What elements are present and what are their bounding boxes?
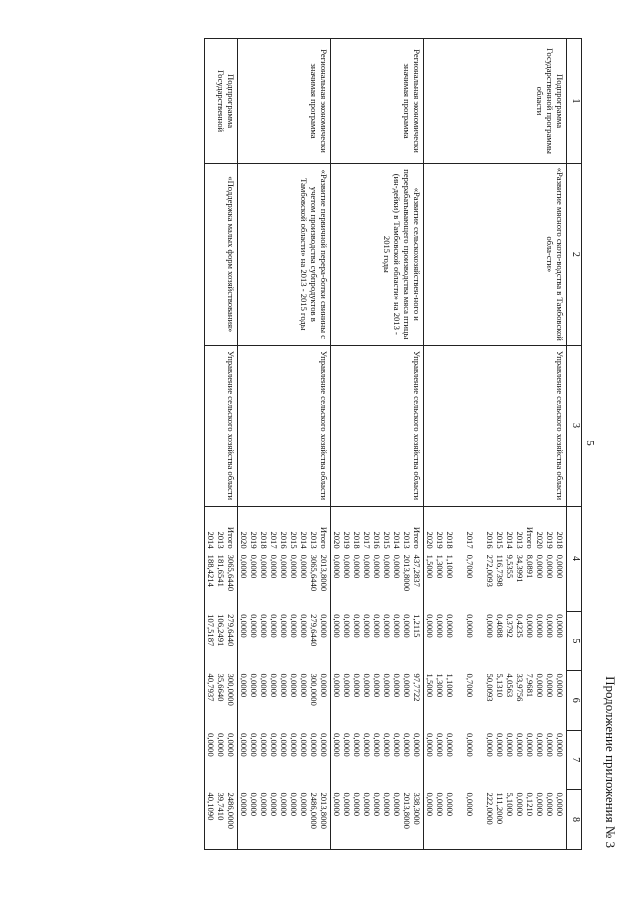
federal-cell: 0,0000 [382, 614, 392, 638]
column-number-row [567, 39, 582, 850]
year-cell: 2014 [206, 531, 216, 549]
total-cell: 0,0000 [239, 554, 249, 579]
local-cell: 0,0000 [299, 733, 309, 757]
other-cell: 338,3000 [412, 792, 422, 825]
federal-cell: 0,0000 [299, 614, 309, 638]
executor-cell: Управление сельского хозяйства области [331, 345, 424, 506]
program-name-cell: «Развитие мясного ското-водства в Тамбовской обла-сти» [424, 164, 567, 345]
federal-cell: 107,5187 [206, 614, 216, 647]
total-cell: 0,0000 [382, 554, 392, 579]
year-cell: 2020 [535, 531, 545, 549]
local-cell: 0,0000 [545, 733, 555, 757]
total-cell: 0,0000 [535, 554, 545, 579]
year-cell: 2014 [392, 531, 402, 549]
local-cell-stack [238, 730, 331, 789]
regional-cell: 97,7722 [412, 673, 422, 702]
other-cell: 0,0000 [555, 792, 565, 817]
year-cell: 2015 [495, 531, 505, 549]
regional-cell: 0,0000 [392, 673, 402, 698]
other-cell: 2013,8000 [319, 792, 329, 829]
page-number: 5 [584, 440, 596, 446]
local-cell-stack [424, 730, 567, 789]
local-cell: 0,0000 [249, 733, 259, 757]
total-cell: 0,0000 [299, 554, 309, 579]
total-cell: 0,0000 [555, 554, 565, 579]
federal-cell: 279,6440 [309, 614, 319, 647]
year-cell: 2018 [555, 531, 565, 549]
other-cell: 0,0000 [535, 792, 545, 817]
total-cell: 8,0891 [525, 554, 535, 579]
year-cell: 2013 [216, 531, 226, 549]
column-header-6: 6 [567, 671, 582, 730]
local-cell: 0,0000 [402, 733, 412, 757]
other-cell: 222,0000 [485, 792, 495, 825]
regional-cell: 0,0000 [382, 673, 392, 698]
local-cell: 0,0000 [435, 733, 445, 757]
program-name-cell: «Развитие первичной перера-ботки свинины с учетом производства субпродуктов в Тамбовской области» на 2013 - 2015 годы [238, 164, 331, 345]
local-cell: 0,0000 [362, 733, 372, 757]
regional-cell: 0,0000 [269, 673, 279, 698]
regional-cell: 1,5000 [425, 673, 435, 698]
other-cell: 0,0000 [239, 792, 249, 817]
local-cell: 0,0000 [505, 733, 515, 757]
local-cell: 0,0000 [239, 733, 249, 757]
other-cell: 0,1210 [525, 792, 535, 817]
total-cell: 0,0000 [545, 554, 555, 579]
regional-cell: 7,9681 [525, 673, 535, 698]
year-cell: Итого [319, 526, 329, 549]
local-cell: 0,0000 [425, 733, 435, 757]
federal-cell: 0,0000 [372, 614, 382, 638]
total-cell: 3065,6440 [226, 554, 236, 592]
local-cell: 0,0000 [485, 733, 495, 757]
local-cell: 0,0000 [342, 733, 352, 757]
total-cell: 0,0000 [259, 554, 269, 579]
year-cell: 2017 [362, 531, 372, 549]
federal-cell: 1,2115 [412, 614, 422, 638]
regional-cell: 0,0000 [259, 673, 269, 698]
regional-cell: 0,0000 [555, 673, 565, 698]
year-cell: Итого [525, 526, 535, 549]
federal-cell: 0,4235 [515, 614, 525, 638]
federal-cell: 0,0000 [259, 614, 269, 638]
federal-cell: 0,3792 [505, 614, 515, 638]
total-cell: 0,0000 [352, 554, 362, 579]
year-cell: 2016 [372, 531, 382, 549]
local-cell: 0,0000 [525, 733, 535, 757]
federal-cell-stack [205, 611, 238, 670]
regional-cell: 0,0000 [289, 673, 299, 698]
local-cell: 0,0000 [259, 733, 269, 757]
program-name-cell: «Поддержка малых форм хозяйствования» [205, 164, 238, 345]
federal-cell: 0,0000 [445, 614, 455, 638]
year-cell: 2014 [299, 531, 309, 549]
appendix-heading: Продолжение приложения № 3 [603, 676, 618, 848]
other-cell: 0,0000 [372, 792, 382, 817]
total-cell: 0,0000 [279, 554, 289, 579]
regional-cell: 40,7937 [206, 673, 216, 702]
federal-cell [455, 614, 465, 667]
year-cell: 2016 [485, 531, 495, 549]
local-cell: 0,0000 [332, 733, 342, 757]
other-cell: 5,1000 [505, 792, 515, 817]
federal-cell: 0,0000 [362, 614, 372, 638]
regional-cell: 1,3000 [435, 673, 445, 698]
executor-cell: Управление сельского хозяйства области [424, 345, 567, 506]
other-cell: 2486,0000 [309, 792, 319, 829]
federal-cell: 0,0000 [319, 614, 329, 638]
local-cell [475, 733, 485, 786]
local-cell: 0,0000 [319, 733, 329, 757]
budget-table [204, 38, 582, 850]
total-cell: 0,0000 [392, 554, 402, 579]
year-cell: 2014 [505, 531, 515, 549]
regional-cell: 0,7000 [465, 673, 475, 698]
regional-cell: 0,0000 [239, 673, 249, 698]
other-cell: 40,1090 [206, 792, 216, 821]
other-cell: 0,0000 [425, 792, 435, 817]
rotated-content [98, 38, 618, 868]
federal-cell: 0,0000 [535, 614, 545, 638]
program-type-cell: Подпрограмма Государственной программы области [424, 39, 567, 164]
federal-cell: 0,4088 [495, 614, 505, 638]
other-cell: 0,0000 [289, 792, 299, 817]
total-cell: 0,0000 [289, 554, 299, 579]
year-cell [455, 510, 465, 549]
local-cell: 0,0000 [309, 733, 319, 757]
total-cell: 0,0000 [342, 554, 352, 579]
total-cell: 2013,8000 [319, 554, 329, 592]
local-cell: 0,0000 [269, 733, 279, 757]
year-cell: 2020 [425, 531, 435, 549]
federal-cell: 279,6440 [226, 614, 236, 647]
other-cell-stack [238, 789, 331, 849]
federal-cell: 0,0000 [545, 614, 555, 638]
program-block-row [424, 39, 567, 850]
federal-cell: 0,0000 [425, 614, 435, 638]
year-cell: 2019 [249, 531, 259, 549]
local-cell: 0,0000 [279, 733, 289, 757]
local-cell-stack [205, 730, 238, 789]
other-cell-stack [205, 789, 238, 849]
federal-cell: 0,0000 [239, 614, 249, 638]
total-cell: 1,5000 [425, 554, 435, 579]
regional-cell: 0,0000 [319, 673, 329, 698]
total-cell-stack [205, 552, 238, 611]
program-type-cell: Региональная экономически значимая программа [331, 39, 424, 164]
year-cell [475, 510, 485, 549]
local-cell: 0,0000 [412, 733, 422, 757]
local-cell: 0,0000 [216, 733, 226, 757]
local-cell: 0,0000 [352, 733, 362, 757]
other-cell [455, 792, 465, 846]
column-header-5: 5 [567, 611, 582, 670]
other-cell: 0,0000 [545, 792, 555, 817]
regional-cell-stack [205, 671, 238, 730]
other-cell: 0,0000 [269, 792, 279, 817]
federal-cell [475, 614, 485, 667]
total-cell [475, 555, 485, 608]
total-cell: 116,7398 [495, 554, 505, 587]
total-cell: 181,6541 [216, 554, 226, 587]
year-cell: 2019 [435, 531, 445, 549]
federal-cell: 0,0000 [392, 614, 402, 638]
federal-cell: 0,0000 [249, 614, 259, 638]
local-cell: 0,0000 [289, 733, 299, 757]
regional-cell: 0,0000 [249, 673, 259, 698]
regional-cell [455, 674, 465, 727]
total-cell: 3065,6440 [309, 554, 319, 592]
total-cell: 0,0000 [372, 554, 382, 579]
program-name-cell: «Развитие сельскохозяйствен-ного и перерабатывающего производства мяса птицы (ин-дейки) в Тамбовской области» на 2013 - 2015 годы [331, 164, 424, 345]
regional-cell: 0,0000 [352, 673, 362, 698]
year-cell: 2019 [545, 531, 555, 549]
other-cell-stack [424, 789, 567, 849]
column-header-2: 2 [567, 164, 582, 345]
regional-cell-stack [331, 671, 424, 730]
local-cell [455, 733, 465, 786]
total-cell: 34,3991 [515, 554, 525, 583]
year-cell: 2018 [445, 531, 455, 549]
local-cell: 0,0000 [495, 733, 505, 757]
local-cell: 0,0000 [535, 733, 545, 757]
regional-cell: 0,0000 [402, 673, 412, 698]
other-cell: 0,0000 [352, 792, 362, 817]
total-cell: 0,0000 [269, 554, 279, 579]
regional-cell: 0,0000 [372, 673, 382, 698]
year-cell: 2013 [515, 531, 525, 549]
regional-cell: 0,0000 [362, 673, 372, 698]
federal-cell: 0,0000 [555, 614, 565, 638]
total-cell: 0,0000 [249, 554, 259, 579]
other-cell: 0,0000 [259, 792, 269, 817]
year-cell-stack [205, 506, 238, 552]
local-cell: 0,0000 [382, 733, 392, 757]
other-cell: 0,0000 [362, 792, 372, 817]
regional-cell: 4,0563 [505, 673, 515, 698]
other-cell: 111,2000 [495, 792, 505, 825]
federal-cell: 0,0000 [342, 614, 352, 638]
total-cell-stack [238, 552, 331, 611]
federal-cell-stack [331, 611, 424, 670]
regional-cell: 300,0000 [309, 673, 319, 706]
year-cell: 2018 [352, 531, 362, 549]
local-cell: 0,0000 [226, 733, 236, 757]
federal-cell: 0,0000 [402, 614, 412, 638]
federal-cell: 0,0000 [269, 614, 279, 638]
federal-cell: 0,0000 [525, 614, 535, 638]
total-cell: 9,5355 [505, 554, 515, 579]
other-cell [475, 792, 485, 846]
regional-cell-stack [238, 671, 331, 730]
regional-cell-stack [424, 671, 567, 730]
regional-cell: 0,0000 [279, 673, 289, 698]
total-cell-stack [424, 552, 567, 611]
other-cell: 0,0000 [299, 792, 309, 817]
regional-cell: 1,1000 [445, 673, 455, 698]
other-cell: 0,0000 [465, 792, 475, 817]
year-cell: 2013 [402, 531, 412, 549]
federal-cell: 0,0000 [485, 614, 495, 638]
year-cell: Итого [412, 526, 422, 549]
regional-cell: 300,0000 [226, 673, 236, 706]
column-header-8: 8 [567, 789, 582, 849]
total-cell-stack [331, 552, 424, 611]
regional-cell: 0,0000 [299, 673, 309, 698]
year-cell: 2015 [382, 531, 392, 549]
regional-cell: 35,6640 [216, 673, 226, 702]
year-cell: 2013 [309, 531, 319, 549]
year-cell: 2020 [332, 531, 342, 549]
year-cell: 2017 [269, 531, 279, 549]
local-cell: 0,0000 [515, 733, 525, 757]
total-cell: 2013,8000 [402, 554, 412, 592]
other-cell: 0,0000 [515, 792, 525, 817]
year-cell-stack [424, 506, 567, 552]
regional-cell: 0,0000 [342, 673, 352, 698]
other-cell: 0,0000 [249, 792, 259, 817]
year-cell: 2019 [342, 531, 352, 549]
total-cell: 437,2837 [412, 554, 422, 587]
total-cell: 0,0000 [362, 554, 372, 579]
regional-cell: 0,0000 [545, 673, 555, 698]
year-cell: 2018 [259, 531, 269, 549]
other-cell: 2013,8000 [402, 792, 412, 829]
federal-cell: 0,0000 [435, 614, 445, 638]
regional-cell: 0,0000 [535, 673, 545, 698]
year-cell-stack [331, 506, 424, 552]
regional-cell: 0,0000 [332, 673, 342, 698]
federal-cell: 0,0000 [352, 614, 362, 638]
total-cell: 0,7000 [465, 554, 475, 579]
federal-cell: 0,0000 [332, 614, 342, 638]
column-header-1: 1 [567, 39, 582, 164]
program-block-row [331, 39, 424, 850]
total-cell: 188,4214 [206, 554, 216, 587]
year-cell-stack [238, 506, 331, 552]
federal-cell: 0,0000 [465, 614, 475, 638]
other-cell: 0,0000 [279, 792, 289, 817]
regional-cell: 50,0093 [485, 673, 495, 702]
local-cell: 0,0000 [206, 733, 216, 757]
year-cell: 2015 [289, 531, 299, 549]
total-cell: 1,3000 [435, 554, 445, 579]
total-cell [455, 555, 465, 608]
program-type-cell: Региональная экономически значимая программа [238, 39, 331, 164]
regional-cell: 33,9756 [515, 673, 525, 702]
other-cell: 0,0000 [445, 792, 455, 817]
local-cell: 0,0000 [392, 733, 402, 757]
local-cell: 0,0000 [372, 733, 382, 757]
other-cell: 0,0000 [382, 792, 392, 817]
other-cell: 0,0000 [435, 792, 445, 817]
local-cell: 0,0000 [555, 733, 565, 757]
federal-cell: 106,2491 [216, 614, 226, 647]
local-cell-stack [331, 730, 424, 789]
federal-cell-stack [424, 611, 567, 670]
year-cell: 2017 [465, 531, 475, 549]
year-cell: Итого [226, 526, 236, 549]
federal-cell-stack [238, 611, 331, 670]
program-type-cell: Подпрограмма Государственной [205, 39, 238, 164]
column-header-3: 3 [567, 345, 582, 506]
total-cell: 272,0093 [485, 554, 495, 587]
executor-cell: Управление сельского хозяйства области [205, 345, 238, 506]
year-cell: 2016 [279, 531, 289, 549]
regional-cell: 5,1310 [495, 673, 505, 698]
other-cell: 39,7410 [216, 792, 226, 821]
other-cell: 0,0000 [332, 792, 342, 817]
column-header-4: 4 [567, 506, 582, 611]
other-cell: 0,0000 [392, 792, 402, 817]
federal-cell: 0,0000 [289, 614, 299, 638]
local-cell: 0,0000 [465, 733, 475, 757]
other-cell-stack [331, 789, 424, 849]
local-cell: 0,0000 [445, 733, 455, 757]
total-cell: 0,0000 [332, 554, 342, 579]
program-block-row [205, 39, 238, 850]
regional-cell [475, 674, 485, 727]
executor-cell: Управление сельского хозяйства области [238, 345, 331, 506]
column-header-7: 7 [567, 730, 582, 789]
total-cell: 1,1000 [445, 554, 455, 579]
other-cell: 2486,0000 [226, 792, 236, 829]
year-cell: 2020 [239, 531, 249, 549]
other-cell: 0,0000 [342, 792, 352, 817]
program-block-row [238, 39, 331, 850]
federal-cell: 0,0000 [279, 614, 289, 638]
